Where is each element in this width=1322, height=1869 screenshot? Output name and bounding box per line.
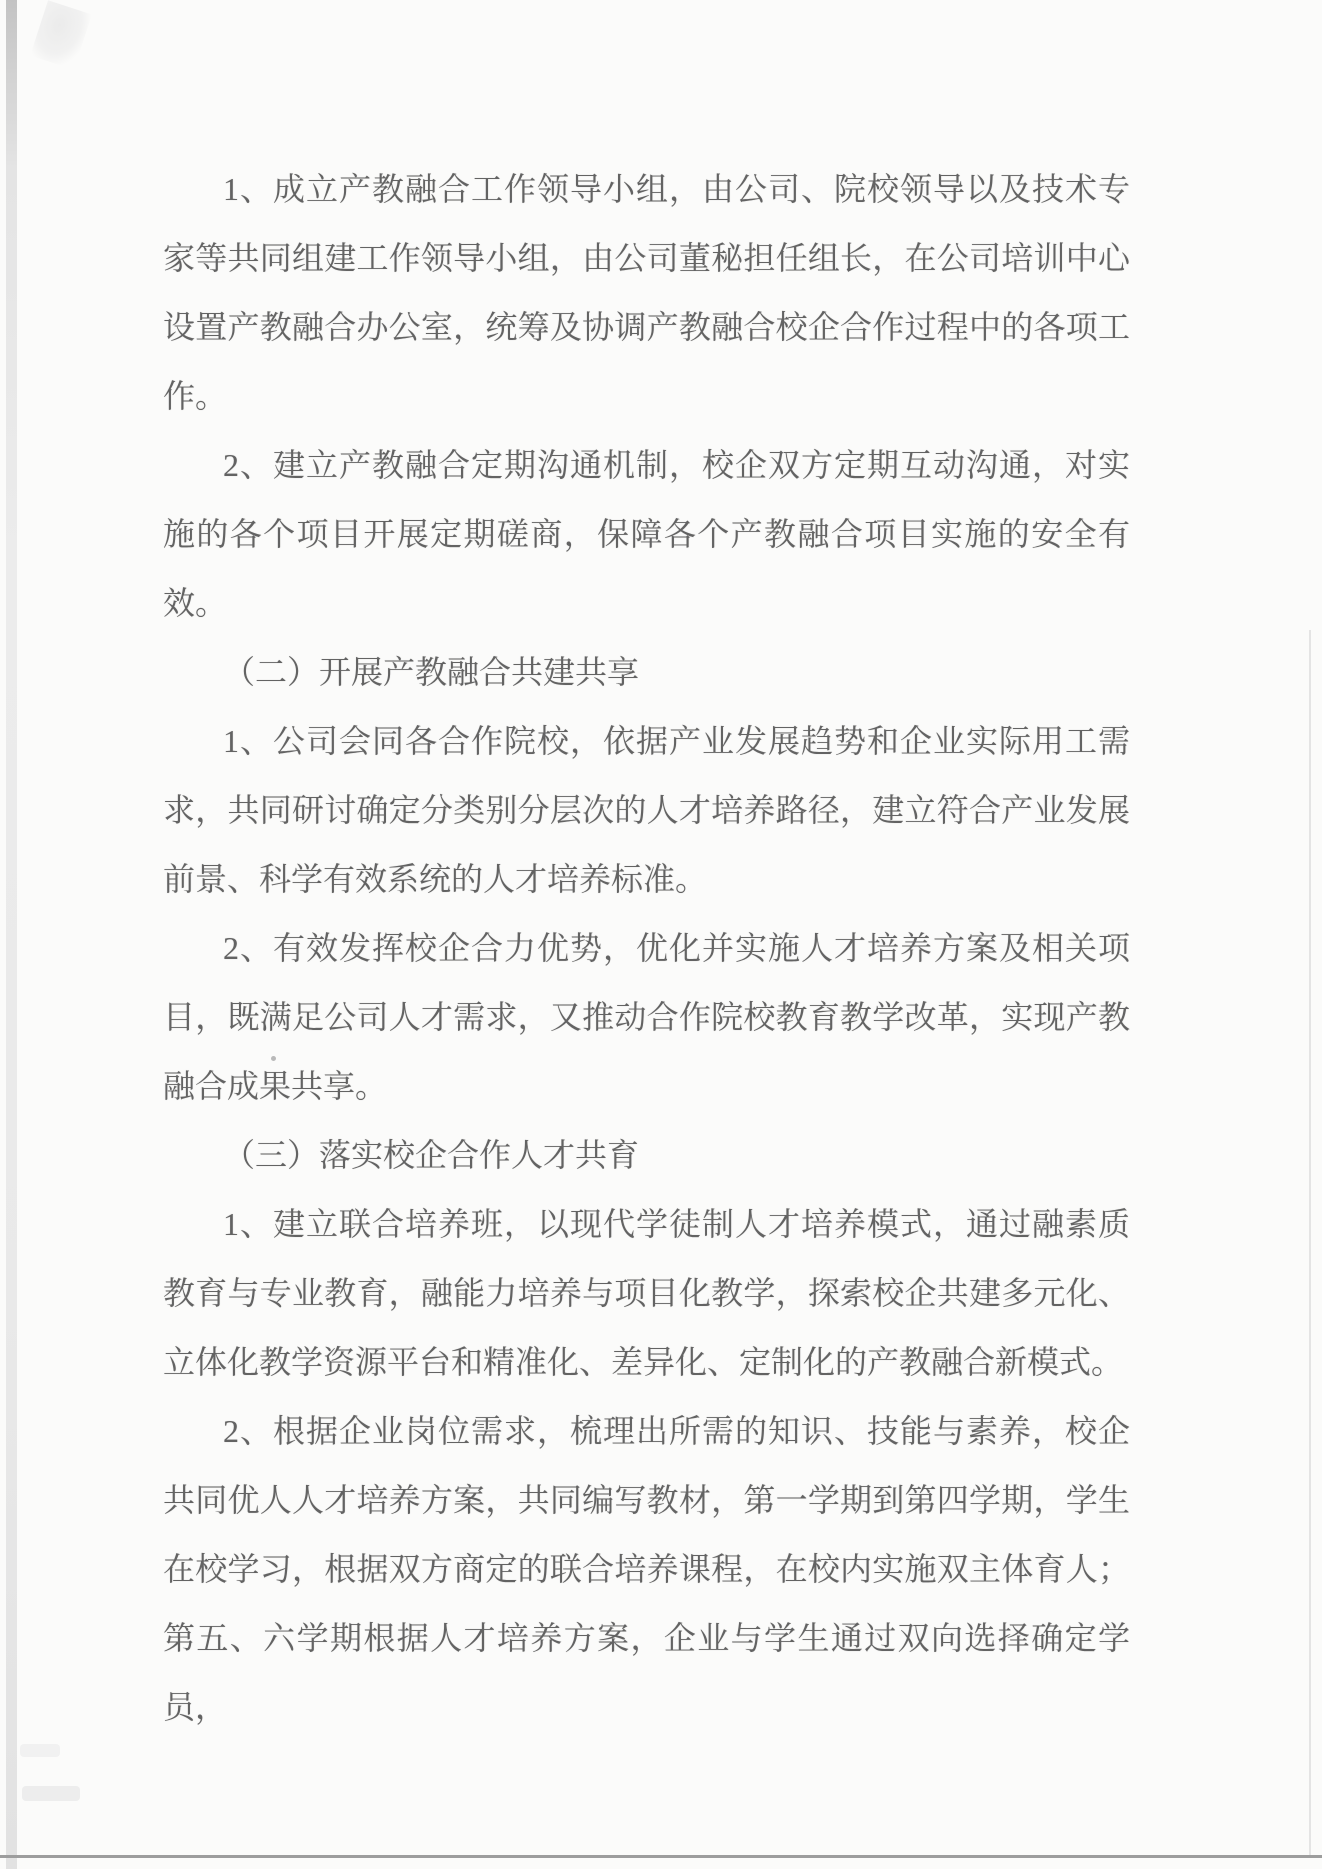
text-line: 1、公司会同各合作院校，依据产业发展趋势和企业实际用工需	[223, 723, 1130, 759]
text-line: 求，共同研讨确定分类别分层次的人才培养路径，建立符合产业发展	[163, 792, 1130, 828]
text-line: 2、根据企业岗位需求，梳理出所需的知识、技能与素养，校企	[223, 1413, 1130, 1449]
text-line: 在校学习，根据双方商定的联合培养课程，在校内实施双主体育人；	[163, 1551, 1130, 1587]
scan-smudge-bottom-left-2	[20, 1744, 60, 1757]
text-line: 1、建立联合培养班，以现代学徒制人才培养模式，通过融素质	[223, 1206, 1130, 1242]
scan-bottom-edge-line	[0, 1855, 1322, 1858]
text-line: 立体化教学资源平台和精准化、差异化、定制化的产教融合新模式。	[163, 1344, 1124, 1380]
text-line: （三）落实校企合作人才共育	[223, 1137, 640, 1173]
text-line: 家等共同组建工作领导小组，由公司董秘担任组长，在公司培训中心	[163, 240, 1130, 276]
text-line: 第五、六学期根据人才培养方案，企业与学生通过双向选择确定学员，	[163, 1620, 1130, 1725]
scan-smudge-bottom-left	[22, 1786, 80, 1801]
text-line: 共同优人人才培养方案，共同编写教材，第一学期到第四学期，学生	[163, 1482, 1130, 1518]
text-line: 施的各个项目开展定期磋商，保障各个产教融合项目实施的安全有	[163, 516, 1130, 552]
text-block	[163, 155, 1130, 1725]
text-line: 作。	[163, 378, 228, 414]
text-line: 2、有效发挥校企合力优势，优化并实施人才培养方案及相关项	[223, 930, 1130, 966]
text-line: 目，既满足公司人才需求，又推动合作院校教育教学改革，实现产教	[163, 999, 1130, 1035]
text-line: （二）开展产教融合共建共享	[223, 654, 640, 690]
text-line: 1、成立产教融合工作领导小组，由公司、院校领导以及技术专	[223, 171, 1130, 207]
scan-smudge-top-left	[30, 0, 92, 69]
text-line: 2、建立产教融合定期沟通机制，校企双方定期互动沟通，对实	[223, 447, 1130, 483]
scan-left-edge-band	[6, 0, 17, 1869]
text-line: 融合成果共享。	[163, 1068, 388, 1104]
text-line: 教育与专业教育，融能力培养与项目化教学，探索校企共建多元化、	[163, 1275, 1130, 1311]
text-line: 效。	[163, 585, 228, 621]
text-line: 前景、科学有效系统的人才培养标准。	[163, 861, 708, 897]
text-line: 设置产教融合办公室，统筹及协调产教融合校企合作过程中的各项工	[163, 309, 1130, 345]
scan-right-edge-line	[1309, 630, 1311, 1855]
